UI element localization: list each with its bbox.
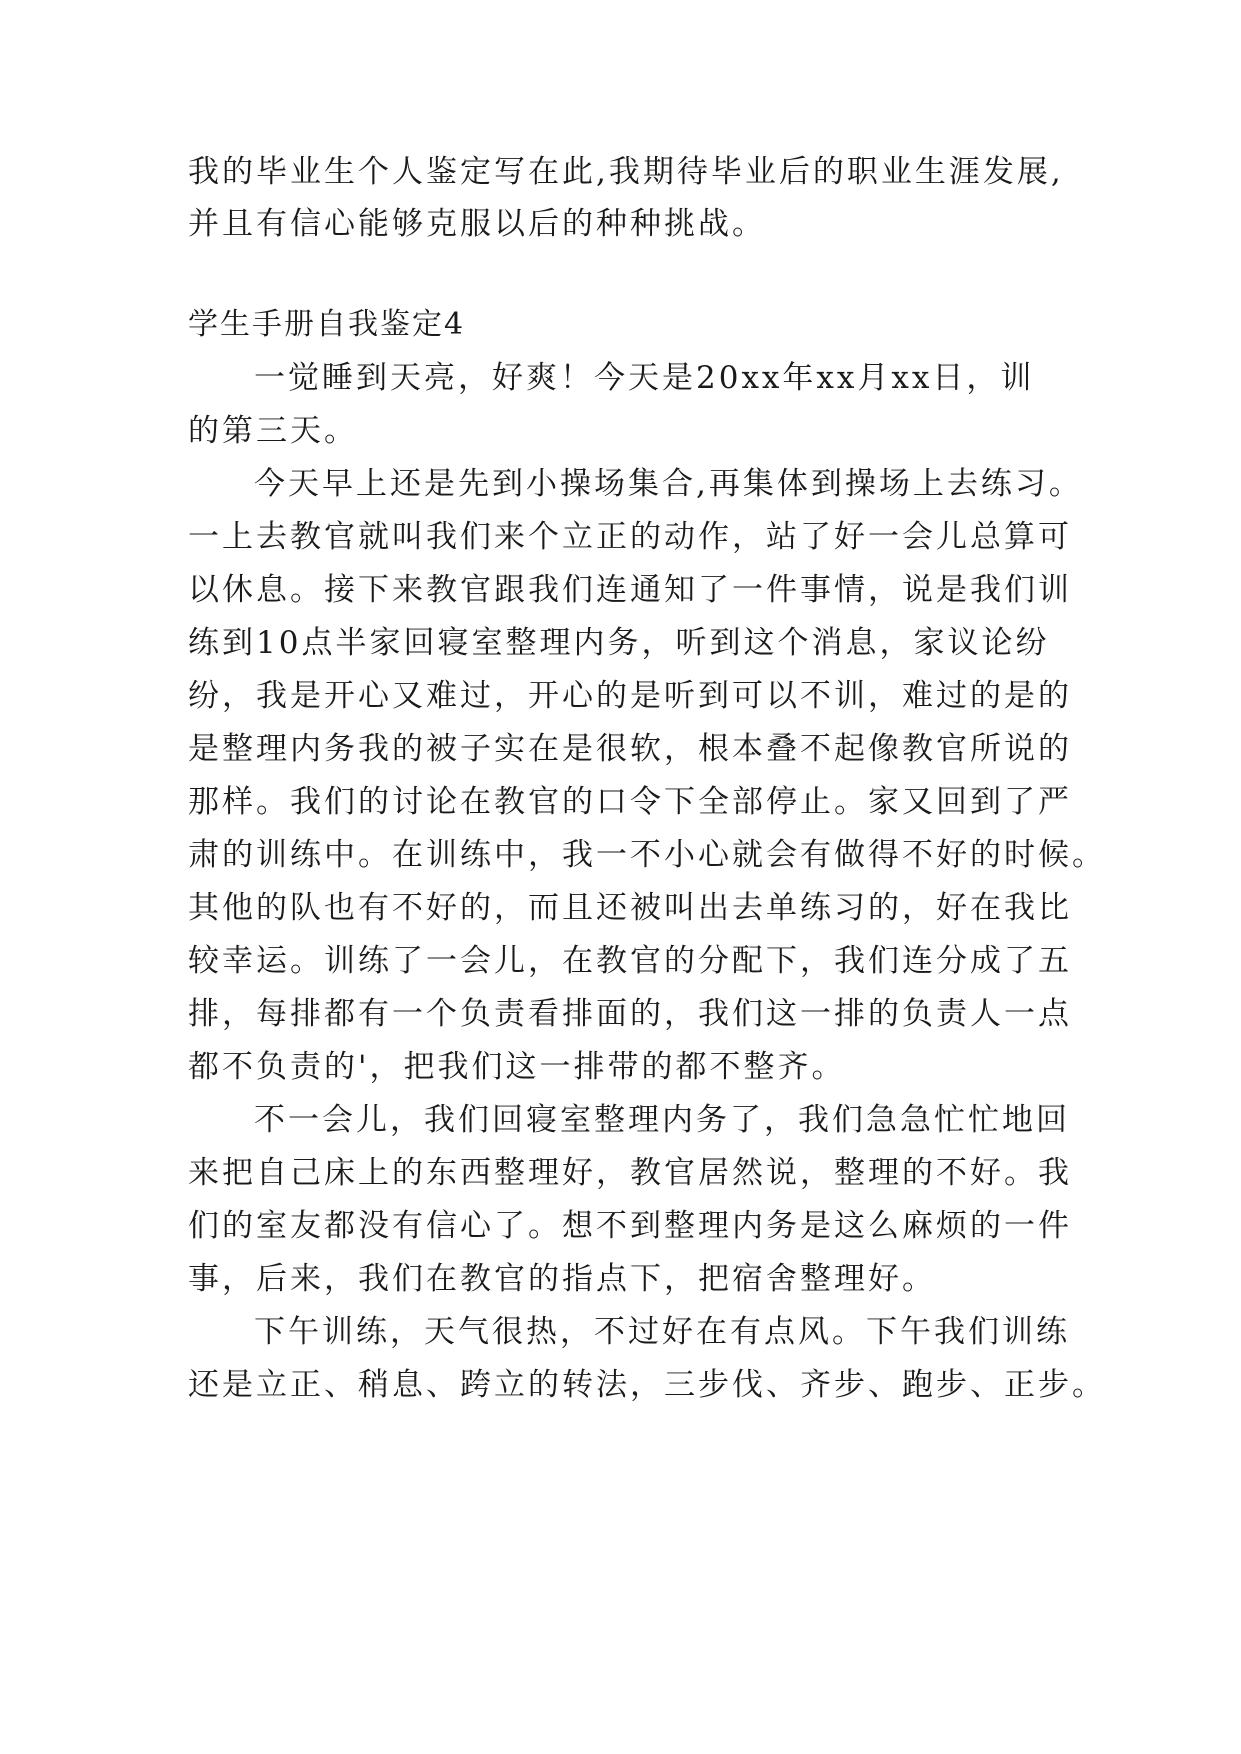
paragraph-3-line-3: 们的室友都没有信心了。想不到整理内务是这么麻烦的一件	[188, 1208, 1072, 1244]
paragraph-1-line-1: 一觉睡到天亮，好爽！今天是20xx年xx月xx日，训	[254, 360, 1035, 396]
paragraph-2-line-1: 今天早上还是先到小操场集合,再集体到操场上去练习。	[254, 466, 1083, 502]
paragraph-2-line-9: 其他的队也有不好的，而且还被叫出去单练习的，好在我比	[188, 890, 1072, 926]
paragraph-2-line-7: 那样。我们的讨论在教官的口令下全部停止。家又回到了严	[188, 784, 1072, 820]
paragraph-2-line-5: 纷，我是开心又难过，开心的是听到可以不训，难过的是的	[188, 678, 1072, 714]
paragraph-2-line-3: 以休息。接下来教官跟我们连通知了一件事情，说是我们训	[188, 572, 1072, 608]
paragraph-4-line-1: 下午训练，天气很热，不过好在有点风。下午我们训练	[254, 1314, 1070, 1350]
paragraph-2-line-6: 是整理内务我的被子实在是很软，根本叠不起像教官所说的	[188, 731, 1072, 767]
paragraph-3-line-2: 来把自己床上的东西整理好，教官居然说，整理的不好。我	[188, 1155, 1072, 1191]
paragraph-4-line-2: 还是立正、稍息、跨立的转法，三步伐、齐步、跑步、正步。	[188, 1367, 1106, 1403]
intro-line-1: 我的毕业生个人鉴定写在此,我期待毕业后的职业生涯发展,	[188, 154, 1064, 190]
paragraph-2-line-2: 一上去教官就叫我们来个立正的动作，站了好一会儿总算可	[188, 519, 1072, 555]
paragraph-3-line-4: 事，后来，我们在教官的指点下，把宿舍整理好。	[188, 1261, 936, 1297]
paragraph-2-line-10: 较幸运。训练了一会儿，在教官的分配下，我们连分成了五	[188, 943, 1072, 979]
intro-line-2: 并且有信心能够克服以后的种种挑战。	[188, 206, 766, 242]
paragraph-1-line-2: 的第三天。	[188, 413, 358, 449]
section-title: 学生手册自我鉴定4	[188, 307, 466, 342]
paragraph-2-line-8: 肃的训练中。在训练中，我一不小心就会有做得不好的时候。	[188, 837, 1106, 873]
paragraph-2-line-12: 都不负责的'，把我们这一排带的都不整齐。	[188, 1049, 846, 1085]
paragraph-2-line-4: 练到10点半家回寝室整理内务，听到这个消息，家议论纷	[188, 625, 1050, 661]
paragraph-3-line-1: 不一会儿，我们回寝室整理内务了，我们急急忙忙地回	[254, 1102, 1070, 1138]
paragraph-2-line-11: 排，每排都有一个负责看排面的，我们这一排的负责人一点	[188, 996, 1072, 1032]
